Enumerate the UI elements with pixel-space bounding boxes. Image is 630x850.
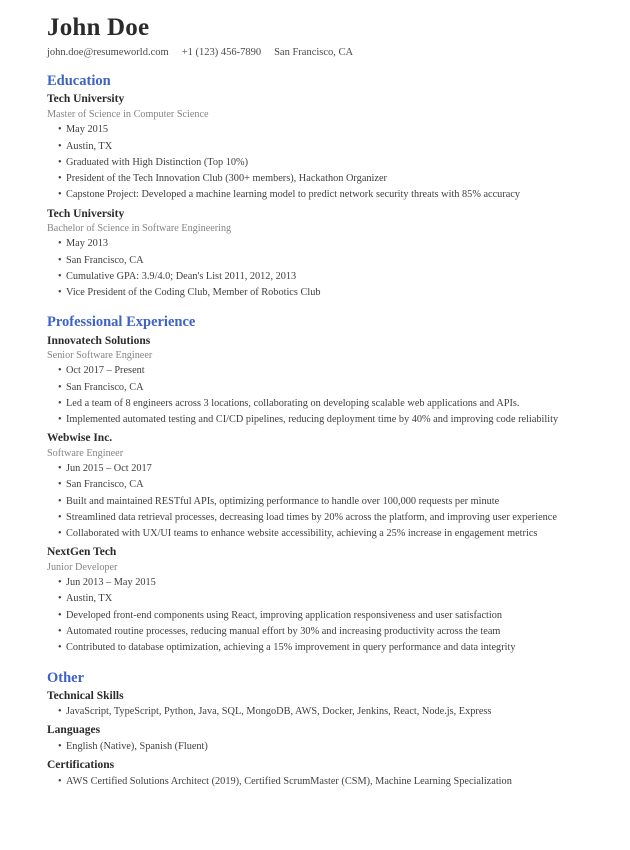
entry-title: NextGen Tech — [47, 546, 117, 559]
contact-phone[interactable]: +1 (123) 456-7890 — [181, 46, 262, 58]
resume-entry — [47, 92, 570, 203]
bullet-text: San Francisco, CA — [66, 254, 144, 266]
section-heading: Other — [47, 669, 85, 686]
bullet-dot-icon: • — [58, 463, 62, 475]
entry-title: Technical Skills — [47, 689, 124, 702]
bullet-item — [58, 640, 570, 656]
bullet-item — [58, 608, 570, 624]
entry-bullet-list — [47, 236, 570, 301]
bullet-text: May 2015 — [66, 124, 109, 136]
bullet-item — [58, 269, 570, 285]
entry-bullet-list — [47, 461, 570, 542]
bullet-dot-icon: • — [58, 642, 62, 654]
entry-bullet-list — [47, 704, 570, 720]
bullet-item — [58, 461, 570, 477]
bullet-text: Jun 2015 – Oct 2017 — [66, 463, 152, 475]
bullet-dot-icon: • — [58, 511, 62, 523]
entry-title: Languages — [47, 724, 101, 737]
bullet-text: Oct 2017 – Present — [66, 365, 145, 377]
contact-line — [47, 47, 570, 60]
resume-entry — [47, 334, 570, 429]
bullet-dot-icon: • — [58, 706, 62, 718]
entry-bullet-list — [47, 122, 570, 203]
bullet-text: Implemented automated testing and CI/CD pipelines, reducing deployment time by 40% and improving code reliability — [66, 414, 559, 426]
bullet-dot-icon: • — [58, 270, 62, 282]
bullet-dot-icon: • — [58, 287, 62, 299]
bullet-text: Cumulative GPA: 3.9/4.0; Dean's List 2011, 2012, 2013 — [66, 270, 297, 282]
resume-sections — [47, 72, 570, 790]
bullet-item — [58, 363, 570, 379]
candidate-name: John Doe — [47, 14, 150, 41]
entry-subtitle: Software Engineer — [47, 447, 124, 459]
bullet-item — [58, 704, 570, 720]
bullet-item — [58, 236, 570, 252]
bullet-text: President of the Tech Innovation Club (300+ members), Hackathon Organizer — [66, 173, 387, 185]
bullet-text: San Francisco, CA — [66, 479, 144, 491]
bullet-dot-icon: • — [58, 414, 62, 426]
resume-entry — [47, 431, 570, 542]
bullet-item — [58, 396, 570, 412]
bullet-text: Graduated with High Distinction (Top 10%) — [66, 156, 249, 168]
bullet-item — [58, 253, 570, 269]
bullet-text: Vice President of the Coding Club, Member of Robotics Club — [66, 287, 321, 299]
bullet-text: Developed front-end components using React, improving application responsiveness and user satisfaction — [66, 609, 503, 621]
resume-entry — [47, 207, 570, 302]
entry-title: Webwise Inc. — [47, 432, 113, 445]
entry-title: Tech University — [47, 93, 125, 106]
bullet-dot-icon: • — [58, 397, 62, 409]
bullet-text: Collaborated with UX/UI teams to enhance website accessibility, achieving a 25% increase in engagement metrics — [66, 528, 538, 540]
bullet-text: Streamlined data retrieval processes, decreasing load times by 20% across the platform, and improving user experience — [66, 511, 557, 523]
bullet-text: AWS Certified Solutions Architect (2019), Certified ScrumMaster (CSM), Machine Learning Specialization — [66, 775, 512, 787]
bullet-item — [58, 575, 570, 591]
bullet-text: Capstone Project: Developed a machine learning model to predict network security threats with 85% accuracy — [66, 189, 521, 201]
bullet-dot-icon: • — [58, 140, 62, 152]
bullet-dot-icon: • — [58, 124, 62, 136]
bullet-item — [58, 412, 570, 428]
entry-subtitle: Master of Science in Computer Science — [47, 108, 209, 120]
bullet-item — [58, 155, 570, 171]
bullet-text: JavaScript, TypeScript, Python, Java, SQL, MongoDB, AWS, Docker, Jenkins, React, Node.js, Express — [66, 706, 492, 718]
bullet-item — [58, 380, 570, 396]
resume-section — [47, 72, 570, 301]
bullet-text: Austin, TX — [66, 593, 113, 605]
bullet-item — [58, 285, 570, 301]
bullet-text: Built and maintained RESTful APIs, optimizing performance to handle over 100,000 requests per minute — [66, 495, 500, 507]
bullet-text: May 2013 — [66, 238, 109, 250]
resume-section — [47, 313, 570, 656]
entry-title: Innovatech Solutions — [47, 334, 151, 347]
bullet-dot-icon: • — [58, 775, 62, 787]
bullet-dot-icon: • — [58, 189, 62, 201]
bullet-dot-icon: • — [58, 528, 62, 540]
bullet-text: Austin, TX — [66, 140, 113, 152]
resume-section — [47, 669, 570, 790]
bullet-item — [58, 494, 570, 510]
entry-subtitle: Junior Developer — [47, 561, 118, 573]
bullet-item — [58, 624, 570, 640]
section-heading: Education — [47, 73, 111, 90]
bullet-item — [58, 526, 570, 542]
resume-entry — [47, 545, 570, 656]
bullet-dot-icon: • — [58, 381, 62, 393]
bullet-dot-icon: • — [58, 593, 62, 605]
bullet-dot-icon: • — [58, 626, 62, 637]
bullet-dot-icon: • — [58, 479, 62, 491]
entry-bullet-list — [47, 774, 570, 790]
bullet-text: Contributed to database optimization, achieving a 15% improvement in query performance and data integrity — [66, 642, 516, 654]
entry-bullet-list — [47, 363, 570, 428]
resume-entry — [47, 723, 570, 755]
section-heading: Professional Experience — [47, 314, 196, 331]
bullet-item — [58, 171, 570, 187]
contact-email[interactable]: john.doe@resumeworld.com — [47, 46, 169, 58]
resume-entry — [47, 689, 570, 721]
bullet-dot-icon: • — [58, 173, 62, 185]
entry-bullet-list — [47, 575, 570, 656]
bullet-text: Automated routine processes, reducing manual effort by 30% and increasing productivity across the team — [66, 626, 501, 637]
bullet-dot-icon: • — [58, 156, 62, 168]
bullet-dot-icon: • — [58, 365, 62, 377]
entry-title: Certifications — [47, 759, 115, 772]
entry-subtitle: Bachelor of Science in Software Engineering — [47, 223, 232, 235]
bullet-text: Led a team of 8 engineers across 3 locations, collaborating on developing scalable web applications and APIs. — [66, 397, 520, 409]
bullet-item — [58, 187, 570, 203]
bullet-text: Jun 2013 – May 2015 — [66, 577, 156, 589]
bullet-dot-icon: • — [58, 577, 62, 589]
bullet-item — [58, 774, 570, 790]
entry-bullet-list — [47, 739, 570, 755]
bullet-text: English (Native), Spanish (Fluent) — [66, 740, 208, 752]
bullet-dot-icon: • — [58, 238, 62, 250]
bullet-dot-icon: • — [58, 740, 62, 752]
bullet-item — [58, 591, 570, 607]
bullet-item — [58, 122, 570, 138]
bullet-item — [58, 739, 570, 755]
bullet-dot-icon: • — [58, 495, 62, 507]
resume-entry — [47, 758, 570, 790]
bullet-item — [58, 139, 570, 155]
bullet-item — [58, 477, 570, 493]
bullet-text: San Francisco, CA — [66, 381, 144, 393]
contact-location: San Francisco, CA — [274, 46, 354, 58]
bullet-dot-icon: • — [58, 254, 62, 266]
entry-subtitle: Senior Software Engineer — [47, 350, 153, 362]
bullet-dot-icon: • — [58, 609, 62, 621]
entry-title: Tech University — [47, 207, 125, 220]
bullet-item — [58, 510, 570, 526]
